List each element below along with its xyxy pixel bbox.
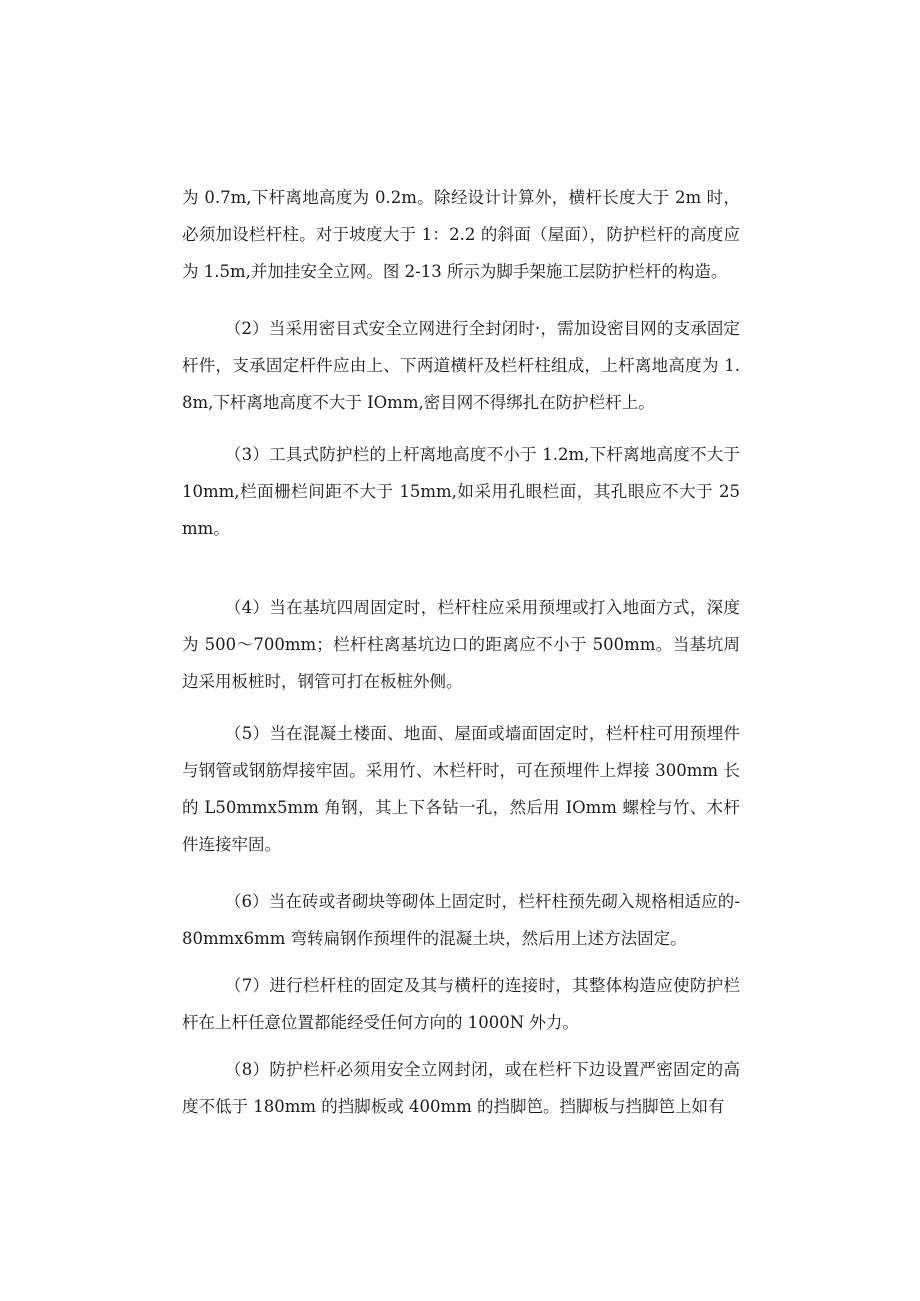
paragraph-item-4: （4）当在基坑四周固定时，栏杆柱应采用预埋或打入地面方式，深度为 500～700mm；栏杆柱离基坑边口的距离应不小于 500mm。当基坑周边采用板桩时，钢管可打在板桩外侧。 [182,598,740,691]
paragraph-continuation: 为 0.7m,下杆离地高度为 0.2m。除经设计计算外，横杆长度大于 2m 时，必须加设栏杆柱。对于坡度大于 1：2.2 的斜面（屋面），防护栏杆的高度应为 1.5m,并加挂安全立网。图 2-13 所示为脚手架施工层防护栏杆的构造。 [182,188,740,281]
paragraph-item-3: （3）工具式防护栏的上杆离地高度不小于 1.2m,下杆离地高度不大于 10mm,栏面栅栏间距不大于 15mm,如采用孔眼栏面，其孔眼应不大于 25mm。 [182,445,740,538]
paragraph-item-2: （2）当采用密目式安全立网进行全封闭时·，需加设密目网的支承固定杆件，支承固定杆件应由上、下两道横杆及栏杆柱组成，上杆离地高度为 1.8m,下杆离地高度不大于 IOmm,密目网不得绑扎在防护栏杆上。 [182,319,740,412]
paragraph-item-7: （7）进行栏杆柱的固定及其与横杆的连接时，其整体构造应使防护栏杆在上杆任意位置都能经受任何方向的 1000N 外力。 [182,976,740,1032]
paragraph-item-5: （5）当在混凝土楼面、地面、屋面或墙面固定时，栏杆柱可用预埋件与钢管或钢筋焊接牢固。采用竹、木栏杆时，可在预埋件上焊接 300mm 长的 L50mmx5mm 角钢，其上下各钻一孔，然后用 IOmm 螺栓与竹、木杆件连接牢固。 [182,724,740,854]
paragraph-item-8: （8）防护栏杆必须用安全立网封闭，或在栏杆下边设置严密固定的高度不低于 180mm 的挡脚板或 400mm 的挡脚笆。挡脚板与挡脚笆上如有 [182,1060,740,1116]
paragraph-item-6: （6）当在砖或者砌块等砌体上固定时，栏杆柱预先砌入规格相适应的-80mmx6mm 弯转扁钢作预埋件的混凝土块，然后用上述方法固定。 [182,892,740,948]
